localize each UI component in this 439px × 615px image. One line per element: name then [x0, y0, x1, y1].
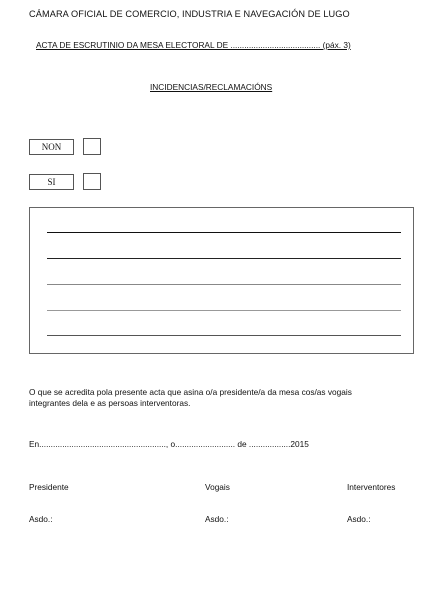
incident-line	[47, 232, 401, 233]
role-presidente: Presidente	[29, 482, 69, 492]
asdo-vogais: Asdo.:	[205, 514, 229, 524]
incident-line	[47, 310, 401, 311]
statement-line: O que se acredita pola presente acta que asina o/a presidente/a da mesa cos/as vogais	[29, 387, 352, 397]
incident-line	[47, 284, 401, 285]
option-si-label: SI	[29, 174, 74, 190]
role-vogais: Vogais	[205, 482, 230, 492]
date-line: En......................................................., o.......................... de ..................2015	[29, 439, 309, 449]
option-si-checkbox[interactable]	[83, 173, 101, 190]
acta-title: ACTA DE ESCRUTINIO DA MESA ELECTORAL DE ....................................... (páx. 3)	[36, 40, 351, 50]
incident-line	[47, 335, 401, 336]
organization-header: CÁMARA OFICIAL DE COMERCIO, INDUSTRIA E NAVEGACIÓN DE LUGO	[29, 9, 350, 19]
asdo-interventores: Asdo.:	[347, 514, 371, 524]
statement-paragraph	[29, 387, 419, 409]
incidents-box[interactable]	[29, 207, 414, 354]
asdo-presidente: Asdo.:	[29, 514, 53, 524]
section-title: INCIDENCIAS/RECLAMACIÓNS	[150, 82, 273, 92]
option-non-checkbox[interactable]	[83, 138, 101, 155]
role-interventores: Interventores	[347, 482, 396, 492]
incident-line	[47, 258, 401, 259]
statement-line: integrantes dela e as persoas interventoras.	[29, 398, 191, 408]
option-non-label: NON	[29, 139, 74, 155]
